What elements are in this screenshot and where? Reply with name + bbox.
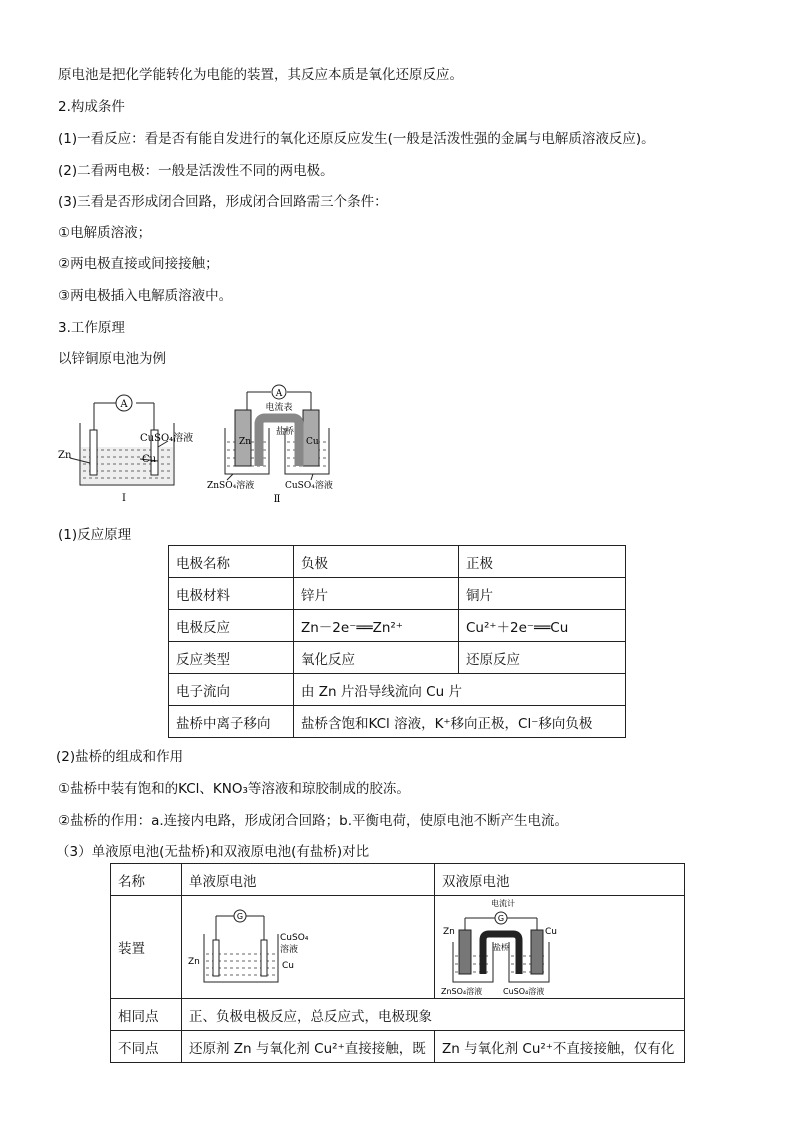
table-row (169, 706, 626, 738)
svg-text:CuSO₄: CuSO₄ (280, 933, 309, 943)
svg-text:CuSO₄溶液: CuSO₄溶液 (140, 433, 194, 444)
table-cell: 正、负极电极反应，总反应式，电极现象 (182, 999, 685, 1031)
table-cell: 负极 (294, 546, 459, 578)
table-cell: 电子流向 (169, 674, 294, 706)
svg-text:Zn: Zn (239, 437, 252, 447)
table-cell: 不同点 (111, 1031, 182, 1063)
table-cell (435, 896, 685, 999)
bridge-point-2: ②盐桥的作用：a.连接内电路，形成闭合回路；b.平衡电荷，使原电池不断产生电流。 (58, 813, 569, 829)
svg-text:G: G (236, 912, 244, 921)
svg-text:CuSO₄溶液: CuSO₄溶液 (503, 987, 545, 996)
cell-diagram-2 (205, 380, 345, 508)
svg-text:溶液: 溶液 (280, 945, 299, 955)
svg-text:Cu: Cu (282, 961, 294, 971)
table-cell: 双液原电池 (435, 864, 685, 896)
table-row (111, 1031, 685, 1063)
svg-text:A: A (120, 399, 128, 410)
condition-3c: ③两电极插入电解质溶液中。 (58, 288, 233, 304)
svg-text:电流表: 电流表 (265, 403, 293, 413)
bridge-point-1: ①盐桥中装有饱和的KCl、KNO₃等溶液和琼胶制成的胶冻。 (58, 781, 410, 797)
table-cell: 盐桥含饱和KCl 溶液，K⁺移向正极，Cl⁻移向负极 (294, 706, 626, 738)
table-row (169, 546, 626, 578)
condition-3a: ①电解质溶液； (58, 225, 152, 241)
svg-text:Zn: Zn (188, 957, 200, 967)
table-row (169, 674, 626, 706)
table-cell: Cu²⁺＋2e⁻══Cu (459, 610, 626, 642)
table-cell: 反应类型 (169, 642, 294, 674)
svg-text:ZnSO₄溶液: ZnSO₄溶液 (207, 481, 255, 491)
svg-text:G: G (497, 914, 505, 923)
svg-text:CuSO₄溶液: CuSO₄溶液 (285, 481, 333, 491)
svg-text:ZnSO₄溶液: ZnSO₄溶液 (441, 987, 483, 996)
cell-diagram-1 (56, 385, 206, 505)
intro-line: 原电池是把化学能转化为电能的装置，其反应本质是氧化还原反应。 (58, 67, 463, 83)
svg-text:电流计: 电流计 (491, 899, 515, 908)
svg-text:Zn: Zn (58, 450, 72, 461)
table-cell: 单液原电池 (182, 864, 435, 896)
table-cell: 铜片 (459, 578, 626, 610)
subheading: （3）单液原电池(无盐桥)和双液原电池(有盐桥)对比 (56, 844, 370, 860)
table-cell: 由 Zn 片沿导线流向 Cu 片 (294, 674, 626, 706)
table-cell: Zn－2e⁻══Zn²⁺ (294, 610, 459, 642)
table-row (111, 999, 685, 1031)
table-cell: 盐桥中离子移向 (169, 706, 294, 738)
svg-text:盐桥: 盐桥 (276, 427, 295, 437)
svg-text:Ⅰ: Ⅰ (122, 493, 126, 504)
table-row (169, 642, 626, 674)
svg-text:盐桥: 盐桥 (493, 943, 509, 952)
table-cell: 还原剂 Zn 与氧化剂 Cu²⁺直接接触，既 (182, 1031, 435, 1063)
table-cell: Zn 与氧化剂 Cu²⁺不直接接触，仅有化 (435, 1031, 685, 1063)
table-row (111, 896, 685, 999)
condition-3: (3)三看是否形成闭合回路，形成闭合回路需三个条件： (58, 194, 388, 210)
table-row (111, 864, 685, 896)
svg-text:A: A (275, 389, 283, 399)
subheading: (1)反应原理 (58, 527, 132, 543)
svg-text:Cu: Cu (142, 454, 157, 465)
table-cell: 电极反应 (169, 610, 294, 642)
reaction-table (168, 545, 626, 738)
single-cell-diagram (186, 902, 316, 994)
table-cell: 正极 (459, 546, 626, 578)
table-cell (182, 896, 435, 999)
section-heading: 3.工作原理 (58, 320, 125, 336)
svg-text:Cu: Cu (545, 927, 557, 937)
svg-text:Cu: Cu (306, 437, 319, 447)
table-cell: 名称 (111, 864, 182, 896)
condition-1: (1)一看反应：看是否有能自发进行的氧化还原反应发生(一般是活泼性强的金属与电解质溶液反应)。 (58, 131, 655, 147)
subheading: (2)盐桥的组成和作用 (56, 749, 184, 765)
table-cell: 电极材料 (169, 578, 294, 610)
table-row (169, 578, 626, 610)
table-cell: 还原反应 (459, 642, 626, 674)
svg-text:Zn: Zn (443, 927, 455, 937)
example-line: 以锌铜原电池为例 (58, 351, 166, 367)
condition-2: (2)二看两电极：一般是活泼性不同的两电极。 (58, 163, 334, 179)
table-cell: 锌片 (294, 578, 459, 610)
double-cell-diagram (441, 898, 571, 998)
table-cell: 氧化反应 (294, 642, 459, 674)
comparison-table (110, 863, 685, 1063)
table-cell: 相同点 (111, 999, 182, 1031)
condition-3b: ②两电极直接或间接接触； (58, 256, 219, 272)
svg-text:Ⅱ: Ⅱ (273, 494, 281, 505)
table-cell: 电极名称 (169, 546, 294, 578)
section-heading: 2.构成条件 (58, 99, 125, 115)
table-row (169, 610, 626, 642)
table-cell: 装置 (111, 896, 182, 999)
